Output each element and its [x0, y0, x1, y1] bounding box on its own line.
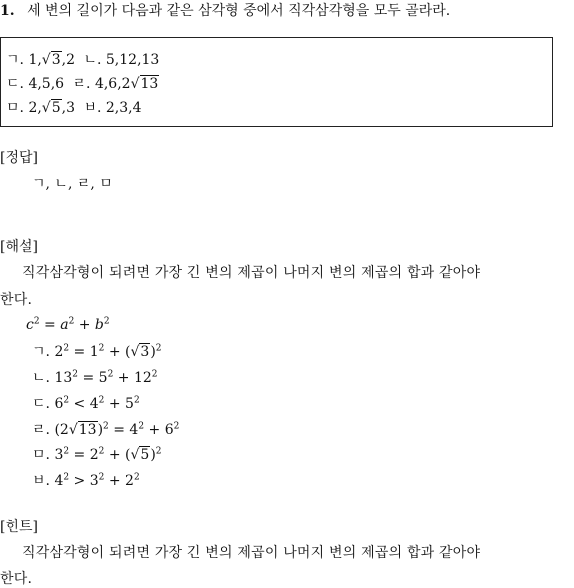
explanation-item-2: ㄴ. $13^2 = 5^2 + 12^2$ — [32, 369, 158, 386]
choice-row-3 — [6, 101, 142, 115]
choice-label: ㄹ. — [72, 76, 91, 92]
pythagorean-formula: $c^2 = a^2 + b^2$ — [26, 316, 110, 333]
choice-label: ㄱ. — [6, 52, 24, 68]
choice-value: 2,√5,3 — [28, 100, 75, 116]
hint-line-2: 한다. — [0, 571, 33, 587]
explanation-line-1: 직각삼각형이 되려면 가장 긴 변의 제곱이 나머지 변의 제곱의 합과 같아야 — [22, 265, 481, 281]
choice-label: ㅁ. — [6, 100, 24, 116]
answer-text: ㄱ, ㄴ, ㄹ, ㅁ — [32, 176, 113, 192]
answer-heading: [정답] — [0, 150, 38, 166]
choice-value: 4,6,2√13 — [94, 76, 159, 92]
choice-value: 5,12,13 — [105, 52, 160, 68]
explanation-item-3: ㄷ. $6^2 < 4^2 + 5^2$ — [32, 395, 140, 412]
explanation-item-1: ㄱ. $2^2 = 1^2 + (√3)^2$ — [32, 343, 162, 360]
choice-value: 4,5,6 — [28, 76, 65, 92]
hint-heading: [힌트] — [0, 519, 38, 535]
choice-row-2 — [6, 77, 159, 91]
question-line — [0, 4, 450, 18]
question-number: 1. — [0, 3, 15, 19]
choice-label: ㄴ. — [83, 52, 102, 68]
explanation-item-6: ㅂ. $4^2 > 3^2 + 2^2$ — [32, 472, 140, 489]
question-text: 세 변의 길이가 다음과 같은 삼각형 중에서 직각삼각형을 모두 골라라. — [27, 3, 451, 19]
choice-label: ㅂ. — [83, 100, 102, 116]
choice-row-1 — [6, 53, 159, 67]
hint-line-1: 직각삼각형이 되려면 가장 긴 변의 제곱이 나머지 변의 제곱의 합과 같아야 — [22, 545, 481, 561]
explanation-item-5: ㅁ. $3^2 = 2^2 + (√5)^2$ — [32, 446, 162, 463]
explanation-heading: [해설] — [0, 239, 38, 255]
explanation-line-2: 한다. — [0, 292, 33, 308]
choice-value: 2,3,4 — [105, 100, 142, 116]
choice-label: ㄷ. — [6, 76, 24, 92]
choice-value: 1,√3,2 — [28, 52, 75, 68]
explanation-item-4: ㄹ. $(2√13)^2 = 4^2 + 6^2$ — [32, 421, 180, 438]
